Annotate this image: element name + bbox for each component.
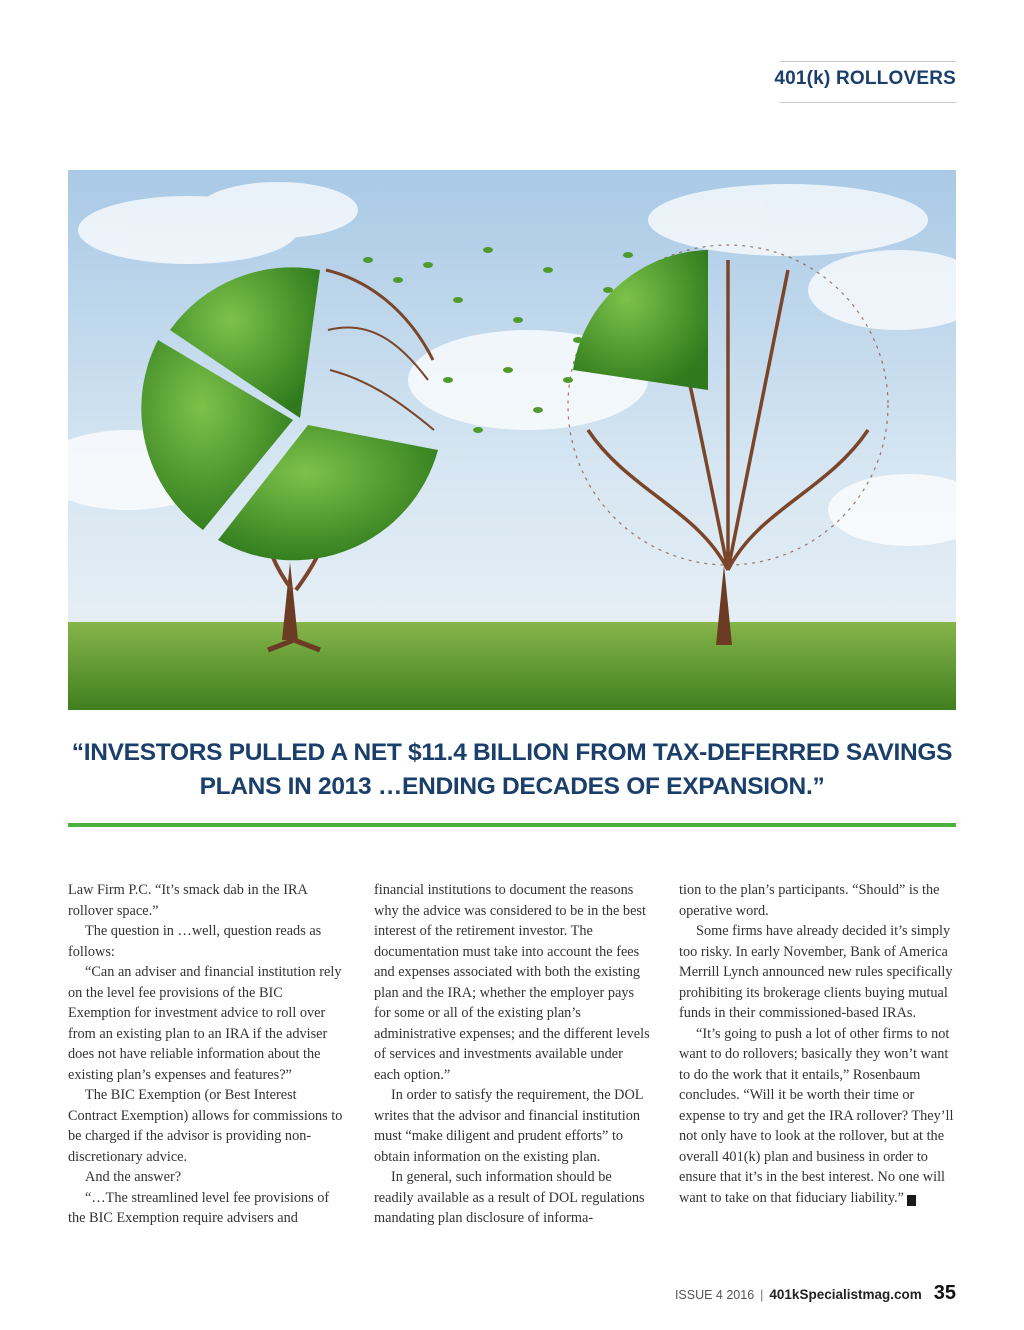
grass [68,622,956,710]
paragraph: The BIC Exemption (or Best Interest Contract Exemption) allows for commissions to be charged if the advisor is providing non-discretionary advice. [68,1087,343,1165]
pull-quote-rule [68,823,956,827]
paragraph: The question in …well, question reads as follows: [68,923,322,960]
header-rule-bottom [780,102,956,103]
page-number: 35 [933,1282,956,1304]
pull-quote [68,736,956,804]
body-column-3 [679,880,957,1208]
paragraph: And the answer? [85,1169,182,1185]
pull-quote-line-1: “INVESTORS PULLED A NET $11.4 BILLION FROM TAX-DEFERRED SAVINGS [71,739,953,766]
paragraph [679,1024,957,1209]
header-rule-top [780,61,956,62]
paragraph: “…The streamlined level fee provisions of the BIC Exemption require advisers and [68,1189,330,1226]
hero-image [68,170,956,710]
footer-separator: | [760,1288,764,1302]
paragraph: “Can an adviser and financial institution rely on the level fee provisions of the BIC Exemption for investment advice to roll over from an existing plan to an IRA if the adviser does not have reliable information about the existing plan’s expenses and features?” [68,964,342,1083]
paragraph-text: “It’s going to push a lot of other firms to not want to do rollovers; basically they won’t want to do the work that it entails,” Rosenbaum concludes. “Will it be worth their time or expense to try and get the IRA rollover? They’ll not only have to look at the rollover, but at the overall 401(k) plan and business in order to ensure that it’s in the best interest. No one will want to take on that fiduciary liability.” [679,1025,954,1206]
paragraph: In general, such information should be readily available as a result of DOL regulations mandating plan disclosure of informa- [374,1169,645,1226]
body-column-2 [374,880,652,1229]
issue-label: ISSUE 4 2016 [674,1288,755,1302]
page-footer [675,1282,956,1305]
paragraph: Law Firm P.C. “It’s smack dab in the IRA rollover space.” [68,882,308,919]
website-link[interactable]: 401kSpecialistmag.com [769,1287,922,1302]
body-column-1 [68,880,346,1229]
trees-illustration [68,170,956,710]
paragraph: financial institutions to document the reasons why the advice was considered to be in the best interest of the retirement investor. The documentation must take into account the fees and expenses associated with both the existing plan and the IRA; whether the employer pays for some or all of the existing plan’s administrative expenses; and the different levels of services and investments available under each option.” [374,882,650,1083]
end-of-article-mark: K [907,1195,916,1206]
section-title: 401(k) ROLLOVERS [774,68,956,89]
paragraph: tion to the plan’s participants. “Should” is the operative word. [679,882,940,919]
paragraph: In order to satisfy the requirement, the DOL writes that the advisor and financial institution must “make diligent and prudent efforts” to obtain information on the existing plan. [374,1087,643,1165]
paragraph: Some firms have already decided it’s simply too risky. In early November, Bank of America Merrill Lynch announced new rules specifically prohibiting its brokerage clients buying mutual funds in their commissioned-based IRAs. [679,923,953,1021]
pull-quote-line-2: PLANS IN 2013 …ENDING DECADES OF EXPANSION.” [199,773,825,800]
